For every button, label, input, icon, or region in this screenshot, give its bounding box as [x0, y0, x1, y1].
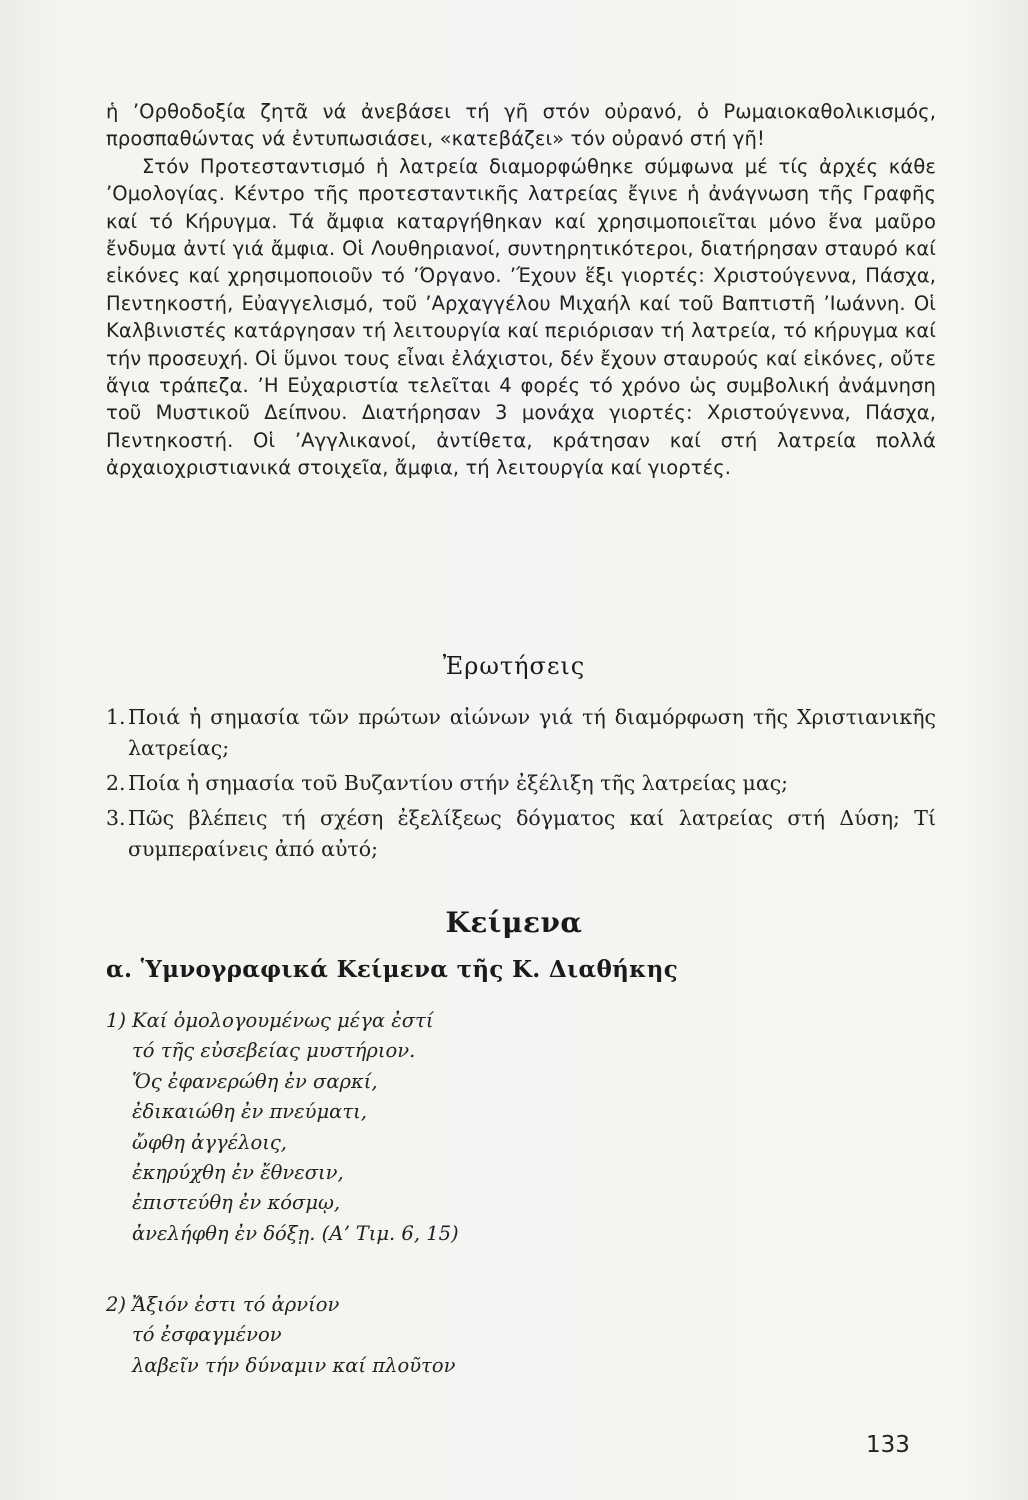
paragraph-2: Στόν Προτεσταντισμό ἡ λατρεία διαμορφώθηκε σύμφωνα μέ τίς ἀρχές κάθε ʼΟμολογίας. Κέντρο τῆς προτεσταντικῆς λατρείας ἔγινε ἡ ἀνάγνωση τῆς Γραφῆς καί τό Κήρυγμα. Τά ἄμφια καταργήθηκαν καί χρησιμοποιεῖται μόνο ἕνα μαῦρο ἔνδυμα ἀντί γιά ἄμφια. Οἱ Λουθηριανοί, συντηρητικότεροι, διατήρησαν σταυρό καί εἰκόνες καί χρησιμοποιοῦν τό ʼΌργανο. ʼΈχουν ἕξι γιορτές: Χριστούγεννα, Πάσχα, Πεντηκοστή, Εὐαγγελισμό, τοῦ ʼΑρχαγγέλου Μιχαήλ καί τοῦ Βαπτιστῆ ʼΙωάννη. Οἱ Καλβινιστές κατάργησαν τή λειτουργία καί περιόρισαν τή λατρεία, τό κήρυγμα καί τήν προσευχή. Οἱ ὕμνοι τους εἶναι ἐλάχιστοι, δέν ἔχουν σταυρούς καί εἰκόνες, οὔτε ἅγια τράπεζα. ʼΗ Εὐχαριστία τελεῖται 4 φορές τό χρόνο ὡς συμβολική ἀνάμνηση τοῦ Μυστικοῦ Δείπνου. Διατήρησαν 3 μονάχα γιορτές: Χριστούγεννα, Πάσχα, Πεντηκοστή. Οἱ ʼΑγγλικανοί, ἀντίθετα, κράτησαν καί στή λατρεία πολλά ἀρχαιοχριστιανικά στοιχεῖα, ἄμφια, τή λειτουργία καί γιορτές. [106, 154, 936, 480]
page-number: 133 [866, 1432, 910, 1458]
question-item [106, 702, 936, 764]
question-item [106, 768, 936, 799]
question-number: 1. [106, 705, 126, 729]
question-text: Πῶς βλέπεις τή σχέση ἐξελίξεως δόγματος καί λατρείας στή Δύση; Τί συμπεραίνεις ἀπό αὐτό; [128, 806, 936, 861]
hymn-number: 2) [106, 1293, 127, 1316]
texts-heading: Κείμενα [445, 906, 583, 939]
hymn-1 [106, 1006, 906, 1249]
hymn-line-text: Ἄξιόν ἐστι τό ἀρνίον [132, 1293, 340, 1316]
question-item [106, 803, 936, 865]
hymn-line: ὤφθη ἀγγέλοις, [132, 1130, 287, 1154]
hymn-line [106, 1290, 906, 1320]
questions-heading: Ἐρωτήσεις [442, 652, 586, 680]
hymn-2 [106, 1290, 906, 1381]
hymn-line: ἐκηρύχθη ἐν ἔθνεσιν, [132, 1161, 344, 1185]
hymn-line: ἐδικαιώθη ἐν πνεύματι, [132, 1100, 367, 1124]
hymn-number: 1) [106, 1009, 127, 1032]
hymn-line: Ὅς ἐφανερώθη ἐν σαρκί, [132, 1069, 378, 1093]
paragraph-1: ἡ ʼΟρθοδοξία ζητᾶ νά ἀνεβάσει τή γῆ στόν οὐρανό, ὁ Ρωμαιοκαθολικισμός, προσπαθώντας νά ἐντυπωσιάσει, «κατεβάζει» τόν οὐρανό στή γῆ! [106, 100, 936, 151]
question-text: Ποία ἡ σημασία τοῦ Βυζαντίου στήν ἐξέλιξη τῆς λατρείας μας; [128, 771, 789, 795]
hymn-line: τό τῆς εὐσεβείας μυστήριον. [132, 1039, 416, 1063]
body-text [106, 98, 936, 482]
hymn-line: τό ἐσφαγμένον [132, 1323, 282, 1347]
question-text: Ποιά ἡ σημασία τῶν πρώτων αἰώνων γιά τή διαμόρφωση τῆς Χριστιανικῆς λατρείας; [128, 705, 936, 760]
hymn-line-text: Καί ὁμολογουμένως μέγα ἐστί [132, 1009, 434, 1032]
questions-list [106, 702, 936, 869]
hymn-line: λαβεῖν τήν δύναμιν καί πλοῦτον [132, 1353, 456, 1377]
question-number: 2. [106, 771, 126, 795]
hymn-line: ἐπιστεύθη ἐν κόσμῳ, [132, 1191, 341, 1215]
question-number: 3. [106, 806, 126, 830]
hymn-line [106, 1006, 906, 1036]
texts-subheading: α. Ὑμνογραφικά Κείμενα τῆς Κ. Διαθήκης [106, 956, 679, 983]
hymn-line: ἀνελήφθη ἐν δόξῃ. (Αʼ Τιμ. 6, 15) [132, 1221, 459, 1245]
